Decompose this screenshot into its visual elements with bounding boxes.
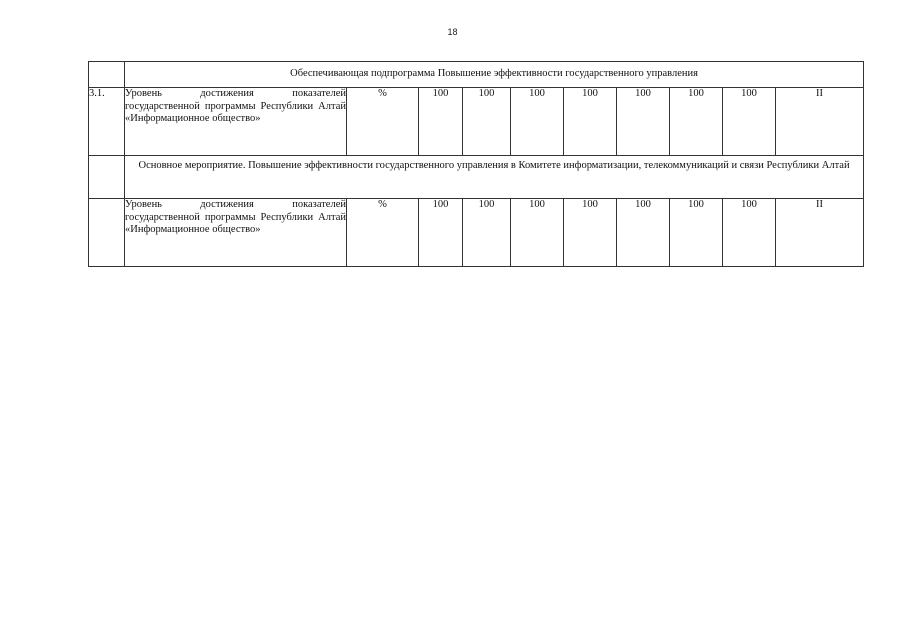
value-cell: 100 (564, 88, 617, 156)
table-row (89, 88, 864, 156)
value-cell: 100 (511, 88, 564, 156)
value-cell: 100 (617, 199, 670, 267)
table-row (89, 199, 864, 267)
code-cell: II (776, 88, 864, 156)
row-number: 3.1. (89, 88, 125, 156)
value-cell: 100 (670, 88, 723, 156)
value-cell: 100 (463, 199, 511, 267)
indicators-table (88, 61, 864, 267)
indicator-name: Уровень достижения показателей государственной программы Республики Алтай «Информационное общество» (125, 199, 347, 267)
code-cell: II (776, 199, 864, 267)
row-number (89, 199, 125, 267)
section-num-cell (89, 62, 125, 88)
section-num-cell (89, 156, 125, 199)
section-header-row (89, 62, 864, 88)
value-cell: 100 (617, 88, 670, 156)
value-cell: 100 (419, 88, 463, 156)
indicator-name: Уровень достижения показателей государственной программы Республики Алтай «Информационное общество» (125, 88, 347, 156)
value-cell: 100 (463, 88, 511, 156)
unit-cell: % (347, 88, 419, 156)
section-title: Основное мероприятие. Повышение эффективности государственного управления в Комитете информатизации, телекоммуникаций и связи Республики Алтай (125, 156, 864, 199)
section-title: Обеспечивающая подпрограмма Повышение эффективности государственного управления (125, 62, 864, 88)
value-cell: 100 (511, 199, 564, 267)
unit-cell: % (347, 199, 419, 267)
value-cell: 100 (670, 199, 723, 267)
value-cell: 100 (723, 88, 776, 156)
value-cell: 100 (419, 199, 463, 267)
page-number: 18 (447, 27, 458, 37)
section-header-row (89, 156, 864, 199)
value-cell: 100 (723, 199, 776, 267)
value-cell: 100 (564, 199, 617, 267)
